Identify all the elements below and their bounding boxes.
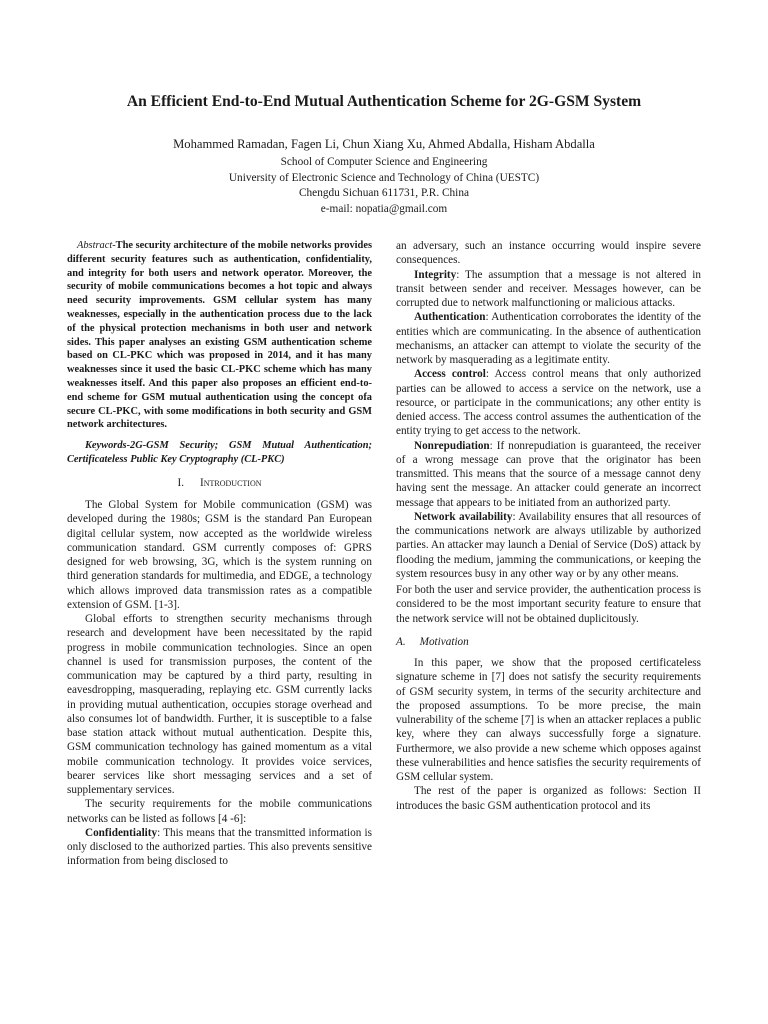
subsection-heading xyxy=(396,635,701,649)
intro-paragraph-2: Global efforts to strengthen security mechanisms through research and development have been necessitated by the rapid progress in mobile communication technologies. Since an open channel is used for transmission purposes, the content of the communication may be captured by a third party, resulting in eavesdropping, masquerading, replaying etc. GSM currently lacks in providing mutual authentication, occupies storage overhead and also consumes lot of bandwidth. Further, it is susceptible to a false base station attack without mutual authentication. Despite this, GSM communication technology has gained momentum as a vital mobile communication technology. It provides voice services, bearer services like short messaging services and a set of supplementary services. xyxy=(67,613,372,796)
access-control-term: Access control xyxy=(414,368,486,381)
authentication-paragraph xyxy=(396,310,701,367)
keywords: Keywords-2G-GSM Security; GSM Mutual Authentication; Certificateless Public Key Cryptography (CL-PKC) xyxy=(67,440,372,465)
authentication-importance-paragraph: For both the user and service provider, the authentication process is considered to be the most important security feature to ensure that the network service will not be obtained duplicitously. xyxy=(396,584,701,625)
continued-paragraph: an adversary, such an instance occurring would inspire severe consequences. xyxy=(396,240,701,267)
integrity-text: : The assumption that a message is not altered in transit between sender and receiver. Messages however, can be corrupted due to network malfunctioning or malicious attacks. xyxy=(396,268,701,309)
author-list: Mohammed Ramadan, Fagen Li, Chun Xiang Xu, Ahmed Abdalla, Hisham Abdalla xyxy=(173,137,595,151)
availability-term: Network availability xyxy=(414,510,513,523)
confidentiality-paragraph xyxy=(67,826,372,869)
authentication-text: : Authentication corroborates the identity of the entities which are communicating. In the absence of authentication mechanisms, an attacker can attempt to violate the security of the network by masquerading as a legitimate entity. xyxy=(396,311,701,366)
abstract-body: The security architecture of the mobile networks provides different security features such as authentication, confidentiality, and integrity for both users and network operator. Moreover, the security of mobile communications becomes a hot topic and always need security improvements. GSM cellular system has many weaknesses, especially in the authentication process due to the lack of the physical protection mechanisms in both user and network sides. This paper analyses an existing GSM authentication scheme based on CL-PKC which was proposed in 2014, and it has many weaknesses since it used the basic CL-PKC scheme which has many weaknesses itself. And this paper also proposes an efficient end-to-end scheme for GSM mutual authentication using the concept ofa secure CL-PKC, with some modifications in both security and GSM network architectures. xyxy=(67,240,372,431)
nonrepudiation-text: : If nonrepudiation is guaranteed, the receiver of a wrong message can prove that the originator has been transmitted. This means that the source of a message cannot deny having sent the message. An attacker could generate an incorrect message that appears to be initiated from an authorized party. xyxy=(396,439,701,509)
organization-paragraph: The rest of the paper is organized as follows: Section II introduces the basic GSM authentication protocol and its xyxy=(396,785,701,812)
subsection-title: Motivation xyxy=(419,635,469,648)
abstract-lead: Abstract- xyxy=(77,240,116,251)
authentication-term: Authentication xyxy=(414,311,486,324)
nonrepudiation-term: Nonrepudiation xyxy=(414,439,490,452)
access-control-paragraph xyxy=(396,367,701,438)
affiliation-university: University of Electronic Science and Technology of China (UESTC) xyxy=(228,171,540,184)
affiliation-email: e-mail: nopatia@gmail.com xyxy=(320,202,448,215)
abstract xyxy=(67,239,372,432)
access-control-text: : Access control means that only authorized parties can be allowed to access a service on the network, use a resource, or participate in the communications; any other entity is denied access. The access control assumes the authentication of the entity trying to get access to the network. xyxy=(396,368,702,438)
right-column xyxy=(396,239,701,813)
availability-text: : Availability ensures that all resources of the communications network are always utilizable by authorized parties. An attacker may launch a Denial of Service (DoS) attack by flooding the medium, jamming the communications, or keeping the system resources busy in any other way or by any other means. xyxy=(396,510,701,580)
paper-title: An Efficient End-to-End Mutual Authentication Scheme for 2G-GSM System xyxy=(126,93,642,110)
left-column xyxy=(67,239,372,869)
integrity-term: Integrity xyxy=(414,268,457,281)
affiliation-block xyxy=(0,155,768,217)
affiliation-address: Chengdu Sichuan 611731, P.R. China xyxy=(299,187,469,200)
section-number: I. xyxy=(177,476,185,489)
intro-paragraph-1: The Global System for Mobile communication (GSM) was developed during the 1980s; GSM is the standard Pan European digital cellular system, now accepted as the worldwide wireless communication standard. GSM currently composes of: GPRS designed for web browsing, 3G, which is the system running on third generation standards for multimedia, and EDGE, a technology which allows improved data transmission rates as a compatible extension of GSM. [1-3]. xyxy=(67,499,372,611)
affiliation-school: School of Computer Science and Engineering xyxy=(280,156,488,168)
integrity-paragraph xyxy=(396,268,701,311)
section-title: Introduction xyxy=(200,476,262,489)
subsection-number: A. xyxy=(396,635,406,648)
availability-paragraph xyxy=(396,510,701,581)
motivation-paragraph: In this paper, we show that the proposed certificateless signature scheme in [7] does not satisfy the security requirements of GSM security system, in terms of the security architecture and the proposed assumptions. To be more precise, the main vulnerability of the scheme [7] is when an attacker replaces a public key, where they can always successfully forge a signature. Furthermore, we also provide a new scheme which opposes against these vulnerabilities and hence satisfies the security requirements of GSM cellular system. xyxy=(396,657,701,783)
confidentiality-text: : This means that the transmitted information is only disclosed to the authorized parties. This also prevents sensitive information from being disclosed to xyxy=(67,826,372,868)
section-heading xyxy=(67,476,372,490)
confidentiality-term: Confidentiality xyxy=(85,826,158,839)
nonrepudiation-paragraph xyxy=(396,439,701,510)
intro-paragraph-3: The security requirements for the mobile communications networks can be listed as follows [4 -6]: xyxy=(67,798,372,825)
